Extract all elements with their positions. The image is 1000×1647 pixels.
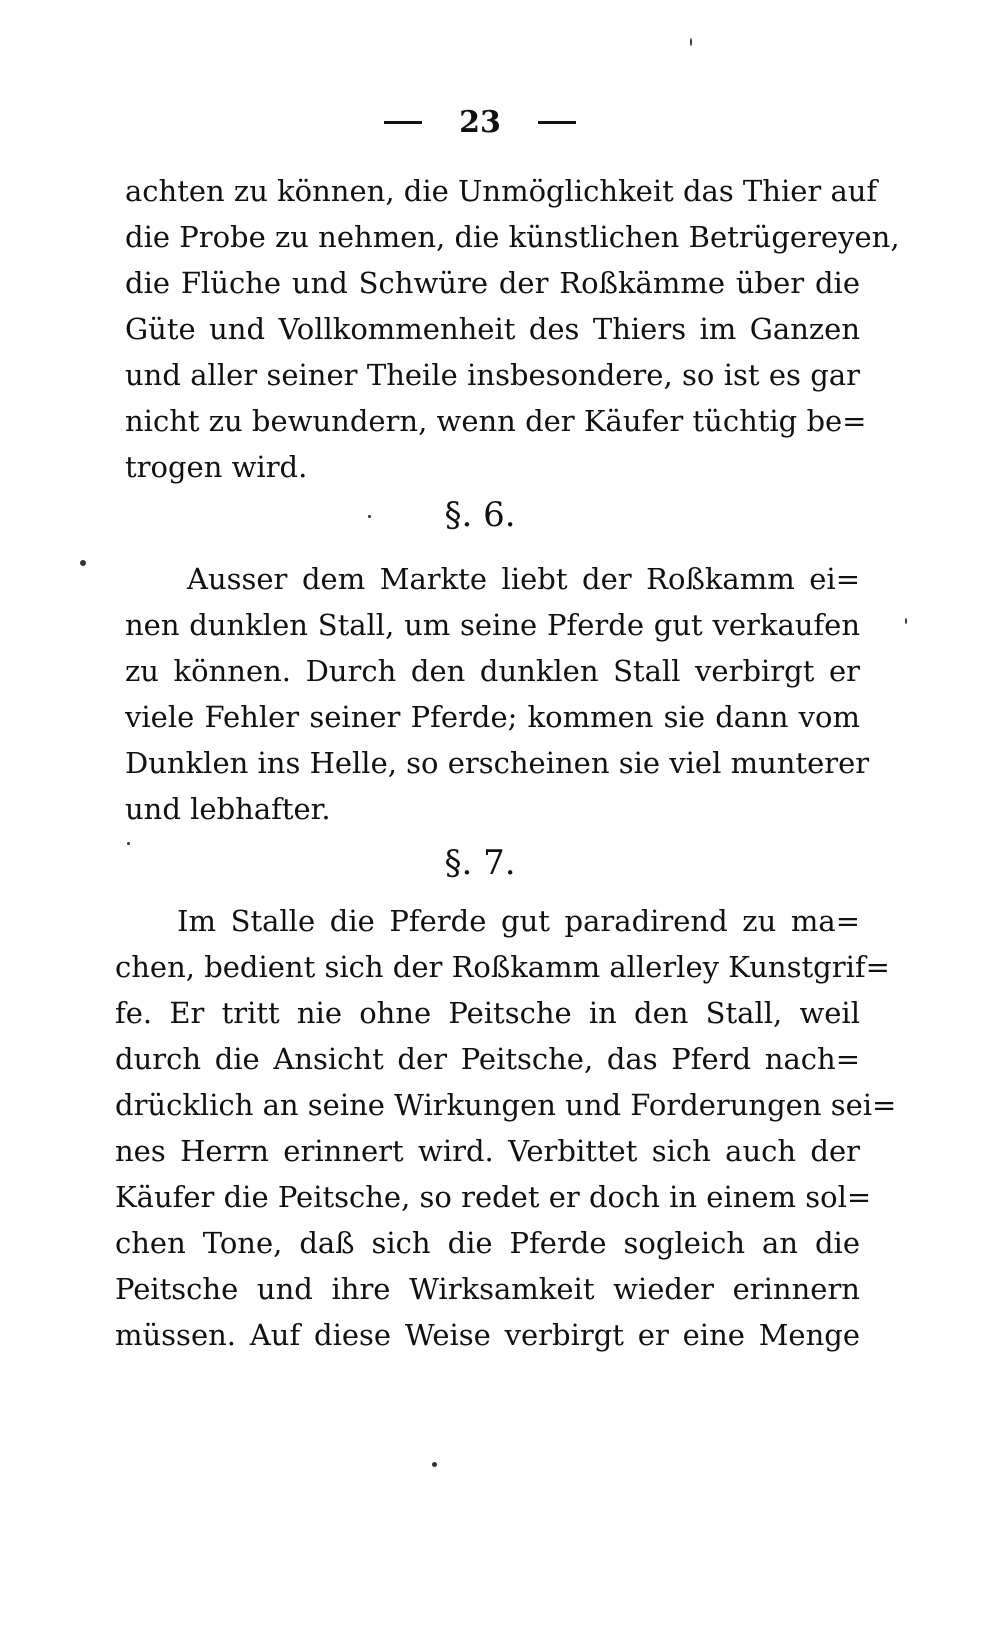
text-line: achten zu können, die Unmöglichkeit das Thier auf	[125, 174, 878, 208]
text-line: die Probe zu nehmen, die künstlichen Betrügereyen,	[125, 220, 900, 254]
scan-speck	[690, 38, 692, 46]
text-line: müssen. Auf diese Weise verbirgt er eine Menge	[115, 1318, 860, 1352]
text-line: Im Stalle die Pferde gut paradirend zu ma=	[177, 904, 860, 938]
text-line: chen Tone, daß sich die Pferde sogleich an die	[115, 1226, 860, 1260]
scan-speck	[127, 842, 130, 845]
scan-speck	[80, 560, 86, 566]
scan-speck	[905, 618, 907, 624]
text-line: Peitsche und ihre Wirksamkeit wieder erinnern	[115, 1272, 860, 1306]
text-line: Ausser dem Markte liebt der Roßkamm ei=	[187, 562, 860, 596]
text-line: Käufer die Peitsche, so redet er doch in einem sol=	[115, 1180, 872, 1214]
text-line: und aller seiner Theile insbesondere, so ist es gar	[125, 358, 860, 392]
text-line: chen, bedient sich der Roßkamm allerley Kunstgrif=	[115, 950, 890, 984]
header-dash-right	[538, 121, 576, 124]
text-line: nen dunklen Stall, um seine Pferde gut verkaufen	[125, 608, 860, 642]
text-line: durch die Ansicht der Peitsche, das Pferd nach=	[115, 1042, 860, 1076]
text-line: fe. Er tritt nie ohne Peitsche in den Stall, weil	[115, 996, 860, 1030]
page-number: 23	[459, 105, 501, 140]
paragraph-section-7	[115, 898, 897, 1358]
text-line: nes Herrn erinnert wird. Verbittet sich auch der	[115, 1134, 860, 1168]
text-line: trogen wird.	[125, 450, 308, 484]
text-line: und lebhafter.	[125, 792, 331, 826]
text-line: zu können. Durch den dunklen Stall verbirgt er	[125, 654, 860, 688]
paragraph-continuation	[125, 168, 900, 490]
header-dash-left	[384, 121, 422, 124]
section-heading-7: §. 7.	[444, 843, 516, 883]
text-line: drücklich an seine Wirkungen und Forderungen sei=	[115, 1088, 897, 1122]
page-header	[0, 105, 960, 145]
text-line: Dunklen ins Helle, so erscheinen sie viel munterer	[125, 746, 870, 780]
text-line: die Flüche und Schwüre der Roßkämme über die	[125, 266, 860, 300]
text-line: Güte und Vollkommenheit des Thiers im Ganzen	[125, 312, 860, 346]
paragraph-section-6	[125, 556, 870, 832]
text-line: viele Fehler seiner Pferde; kommen sie dann vom	[125, 700, 860, 734]
scan-speck	[368, 515, 371, 518]
scan-speck	[432, 1462, 437, 1467]
section-heading-6: §. 6.	[444, 495, 516, 535]
text-line: nicht zu bewundern, wenn der Käufer tüchtig be=	[125, 404, 867, 438]
